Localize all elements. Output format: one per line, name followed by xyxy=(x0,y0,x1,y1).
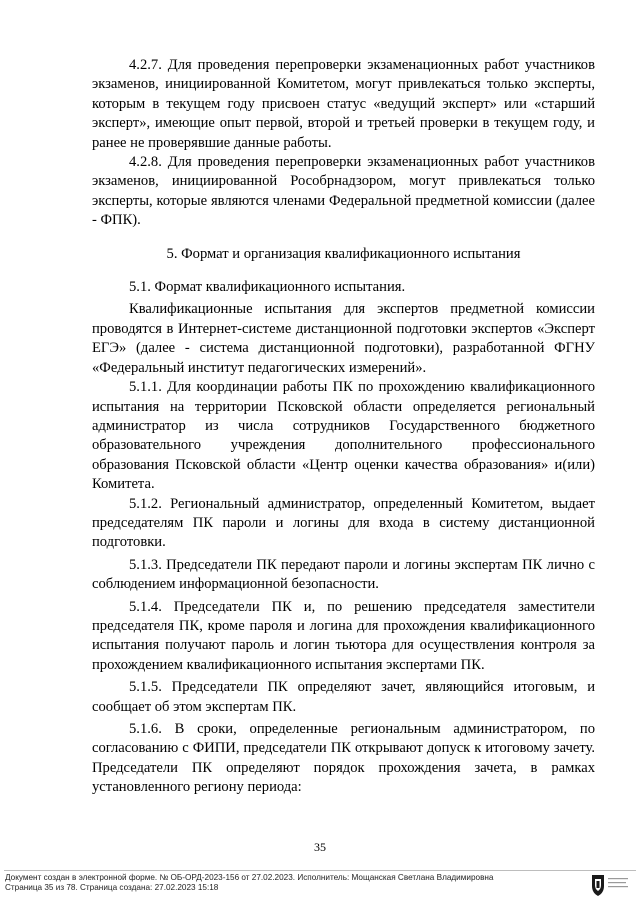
paragraph-5-1-3: 5.1.3. Председатели ПК передают пароли и логины экспертам ПК лично с соблюдением информационной безопасности. xyxy=(92,556,595,593)
footer-divider xyxy=(4,870,636,871)
paragraph-4-2-8: 4.2.8. Для проведения перепроверки экзаменационных работ участников экзаменов, инициированной Рособрнадзором, могут привлекаться только эксперты, которые являются членами Федеральной предметной комиссии (далее - ФПК). xyxy=(92,154,595,229)
paragraph-5-1-4: 5.1.4. Председатели ПК и, по решению председателя заместители председателя ПК, кроме пароля и логина для прохождения квалификационного испытания получают пароль и логин тьютора для осуществления контроля за прохождением квалификационного испытания экспертами ПК. xyxy=(92,598,595,673)
document-body xyxy=(92,56,595,801)
paragraph-5-1-2: 5.1.2. Региональный администратор, определенный Комитетом, выдает председателям ПК пароли и логины для входа в систему дистанционной подготовки. xyxy=(92,495,595,551)
document-footer xyxy=(5,873,565,893)
page-number: 35 xyxy=(314,840,326,854)
footer-line-1: Документ создан в электронной форме. № ОБ-ОРД-2023-156 от 27.02.2023. Исполнитель: Мощанская Светлана Владимировна xyxy=(5,873,494,882)
coat-of-arms-icon xyxy=(586,872,634,898)
paragraph-5-1-6: 5.1.6. В сроки, определенные региональным администратором, по согласованию с ФИПИ, председатели ПК открывают допуск к итоговому зачету. Председатели ПК определяют порядок прохождения зачета, в рамках установленного региону периода: xyxy=(92,721,595,796)
paragraph-4-2-7: 4.2.7. Для проведения перепроверки экзаменационных работ участников экзаменов, инициированной Комитетом, могут привлекаться только эксперты, которым в текущем году присвоен статус «ведущий эксперт» или «старший эксперт», имеющие опыт первой, второй и третьей проверки в текущем году, и ранее не проверявшие данные работы. xyxy=(92,57,595,151)
footer-line-2: Страница 35 из 78. Страница создана: 27.02.2023 15:18 xyxy=(5,883,219,892)
paragraph-5-1-5: 5.1.5. Председатели ПК определяют зачет, являющийся итоговым, и сообщает об этом экспертам ПК. xyxy=(92,679,595,715)
paragraph-5-1-1: 5.1.1. Для координации работы ПК по прохождению квалификационного испытания на территории Псковской области определяется региональный администратор из числа сотрудников Государственного бюджетного образовательного учреждения дополнительного профессионального образования Псковской области «Центр оценки качества образования» и(или) Комитета. xyxy=(92,379,595,493)
paragraph-5-1-intro: Квалификационные испытания для экспертов предметной комиссии проводятся в Интернет-системе дистанционной подготовки экспертов «Эксперт ЕГЭ» (далее - система дистанционной подготовки), разработанной ФГНУ «Федеральный институт педагогических измерений». xyxy=(92,301,595,376)
section-heading: 5. Формат и организация квалификационного испытания xyxy=(166,245,521,262)
subsection-heading: 5.1. Формат квалификационного испытания. xyxy=(129,279,406,296)
